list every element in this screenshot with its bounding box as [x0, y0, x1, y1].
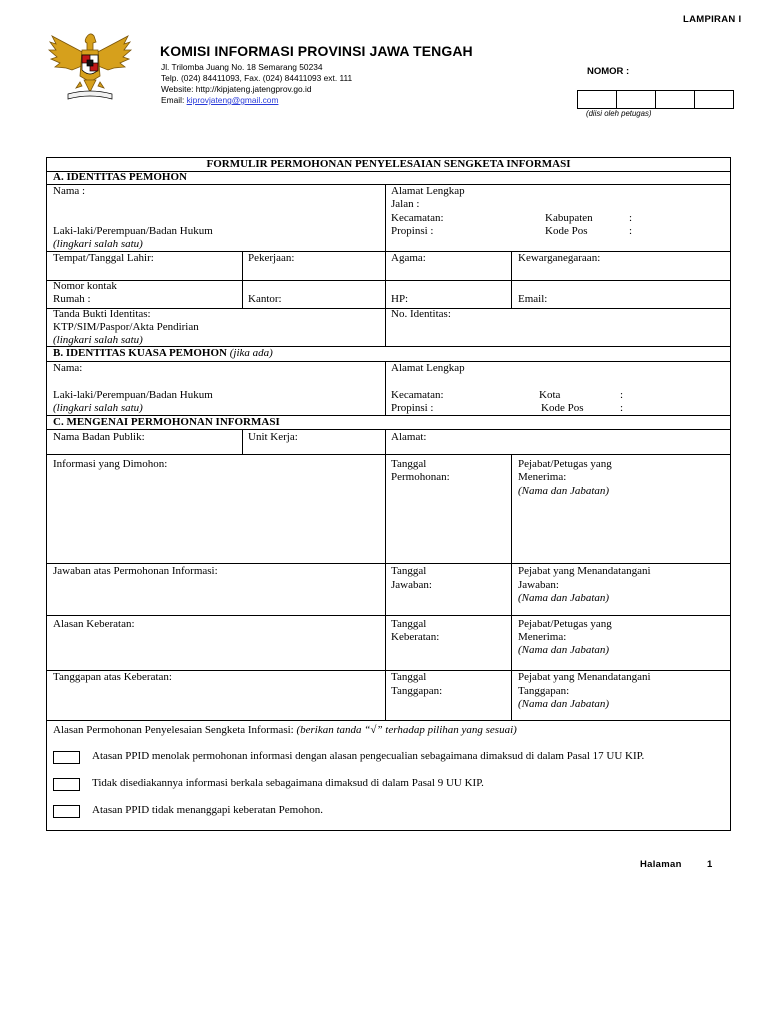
tgl-permohonan-label-2[interactable]: Permohonan: [391, 471, 450, 483]
kuasa-kota-field[interactable]: Kota [539, 389, 561, 401]
nomor-boxes[interactable] [577, 90, 734, 109]
nama-field[interactable]: Nama : [53, 185, 86, 197]
tanda-bukti-label: Tanda Bukti Identitas: [53, 308, 151, 320]
pejabat-penerima-label-2[interactable]: Menerima: [518, 471, 567, 483]
alasan-keberatan-field[interactable]: Alasan Keberatan: [53, 618, 135, 630]
jawaban-field[interactable]: Jawaban atas Permohonan Informasi: [53, 565, 218, 577]
lampiran-label: LAMPIRAN I [683, 14, 742, 25]
email-line [161, 95, 278, 106]
agama-field[interactable]: Agama: [391, 252, 426, 264]
reason-checkbox-1[interactable] [53, 751, 80, 764]
form-title: FORMULIR PERMOHONAN PENYELESAIAN SENGKETA INFORMASI [206, 158, 571, 170]
nama-jabatan-note: (Nama dan Jabatan) [518, 698, 610, 710]
kode-pos-field[interactable]: Kode Pos [545, 225, 588, 237]
gender-note: (lingkari salah satu) [53, 238, 143, 250]
propinsi-field[interactable]: Propinsi : [391, 225, 434, 237]
alamat-label: Alamat Lengkap [391, 185, 465, 197]
reason-checkbox-3[interactable] [53, 805, 80, 818]
kuasa-kota-colon: : [620, 389, 624, 401]
pekerjaan-field[interactable]: Pekerjaan: [248, 252, 295, 264]
nama-badan-field[interactable]: Nama Badan Publik: [53, 431, 145, 443]
reason-checkbox-2[interactable] [53, 778, 80, 791]
nama-jabatan-note: (Nama dan Jabatan) [518, 644, 610, 656]
tanggapan-field[interactable]: Tanggapan atas Keberatan: [53, 671, 172, 683]
kuasa-kode-pos-field[interactable]: Kode Pos [541, 402, 584, 414]
email-field[interactable]: Email: [518, 293, 548, 305]
no-identitas-field[interactable]: No. Identitas: [391, 308, 451, 320]
nama-jabatan-note: (Nama dan Jabatan) [518, 485, 610, 497]
reason-option-2: Tidak disediakannya informasi berkala sebagaimana dimaksud di dalam Pasal 9 UU KIP. [92, 777, 484, 789]
tanda-bukti-options[interactable]: KTP/SIM/Paspor/Akta Pendirian [53, 321, 199, 333]
email-link[interactable]: kiprovjateng@gmail.com [186, 95, 279, 105]
reason-option-1: Atasan PPID menolak permohonan informasi dengan alasan pengecualian sebagaimana dimaksud di dalam Pasal 17 UU KIP. [92, 750, 645, 762]
nomor-kontak-label: Nomor kontak [53, 280, 117, 292]
pejabat-keberatan-label-1: Pejabat/Petugas yang [518, 618, 612, 630]
kuasa-kecamatan-field[interactable]: Kecamatan: [391, 389, 444, 401]
rumah-field[interactable]: Rumah : [53, 293, 91, 305]
pejabat-jawaban-label-2[interactable]: Jawaban: [518, 579, 559, 591]
hp-field[interactable]: HP: [391, 293, 409, 305]
alamat-badan-field[interactable]: Alamat: [391, 431, 427, 443]
garuda-emblem-icon [46, 30, 134, 102]
pejabat-tanggapan-label-2[interactable]: Tanggapan: [518, 685, 570, 697]
nomor-box[interactable] [617, 91, 656, 108]
gender-options[interactable]: Laki-laki/Perempuan/Badan Hukum [53, 225, 213, 237]
section-b-title [53, 347, 273, 360]
pejabat-penerima-label-1: Pejabat/Petugas yang [518, 458, 612, 470]
info-dimohon-field[interactable]: Informasi yang Dimohon: [53, 458, 168, 470]
section-a-title: A. IDENTITAS PEMOHON [53, 171, 187, 183]
reasons-title [53, 724, 517, 737]
email-label: Email: [161, 95, 187, 105]
section-b-title-text: B. IDENTITAS KUASA PEMOHON [53, 347, 227, 359]
website-line: Website: http://kipjateng.jatengprov.go.id [161, 84, 312, 94]
kabupaten-field[interactable]: Kabupaten [545, 212, 593, 224]
kuasa-gender-options[interactable]: Laki-laki/Perempuan/Badan Hukum [53, 389, 213, 401]
nama-jabatan-note: (Nama dan Jabatan) [518, 592, 610, 604]
page-number: 1 [707, 859, 713, 870]
reason-option-3: Atasan PPID tidak menanggapi keberatan Pemohon. [92, 804, 323, 816]
kuasa-kode-pos-colon: : [620, 402, 624, 414]
kewarganegaraan-field[interactable]: Kewarganegaraan: [518, 252, 601, 264]
tanda-bukti-note: (lingkari salah satu) [53, 334, 143, 346]
nomor-note: (diisi oleh petugas) [586, 109, 652, 118]
pejabat-keberatan-label-2[interactable]: Menerima: [518, 631, 567, 643]
nomor-box[interactable] [578, 91, 617, 108]
pejabat-jawaban-label-1: Pejabat yang Menandatangani [518, 565, 651, 577]
reasons-title-text: Alasan Permohonan Penyelesaian Sengketa Informasi: [53, 724, 294, 736]
kuasa-nama-field[interactable]: Nama: [53, 362, 83, 374]
tgl-jawaban-label-2[interactable]: Jawaban: [391, 579, 432, 591]
tgl-keberatan-label-2[interactable]: Keberatan: [391, 631, 440, 643]
kuasa-gender-note: (lingkari salah satu) [53, 402, 143, 414]
nomor-box[interactable] [695, 91, 733, 108]
kantor-field[interactable]: Kantor: [248, 293, 282, 305]
unit-kerja-field[interactable]: Unit Kerja: [248, 431, 298, 443]
kuasa-alamat-label: Alamat Lengkap [391, 362, 465, 374]
kode-pos-colon: : [629, 225, 633, 237]
form-table [46, 157, 731, 831]
kabupaten-colon: : [629, 212, 633, 224]
pejabat-tanggapan-label-1: Pejabat yang Menandatangani [518, 671, 651, 683]
reasons-note: (berikan tanda “√” terhadap pilihan yang sesuai) [296, 724, 517, 736]
kecamatan-field[interactable]: Kecamatan: [391, 212, 444, 224]
ttl-field[interactable]: Tempat/Tanggal Lahir: [53, 252, 154, 264]
nomor-box[interactable] [656, 91, 695, 108]
tgl-jawaban-label-1: Tanggal [391, 565, 427, 577]
section-c-title: C. MENGENAI PERMOHONAN INFORMASI [53, 416, 280, 428]
tgl-tanggapan-label-1: Tanggal [391, 671, 427, 683]
nomor-label: NOMOR : [587, 66, 630, 77]
jalan-field[interactable]: Jalan : [391, 198, 420, 210]
phone-line: Telp. (024) 84411093, Fax. (024) 84411093 ext. 111 [161, 73, 353, 83]
section-b-note: (jika ada) [229, 347, 273, 359]
page-label: Halaman [640, 859, 682, 870]
kuasa-propinsi-field[interactable]: Propinsi : [391, 402, 434, 414]
tgl-tanggapan-label-2[interactable]: Tanggapan: [391, 685, 443, 697]
tgl-keberatan-label-1: Tanggal [391, 618, 427, 630]
address-line: Jl. Trilomba Juang No. 18 Semarang 50234 [161, 62, 323, 72]
tgl-permohonan-label-1: Tanggal [391, 458, 427, 470]
organization-name: KOMISI INFORMASI PROVINSI JAWA TENGAH [160, 43, 473, 59]
